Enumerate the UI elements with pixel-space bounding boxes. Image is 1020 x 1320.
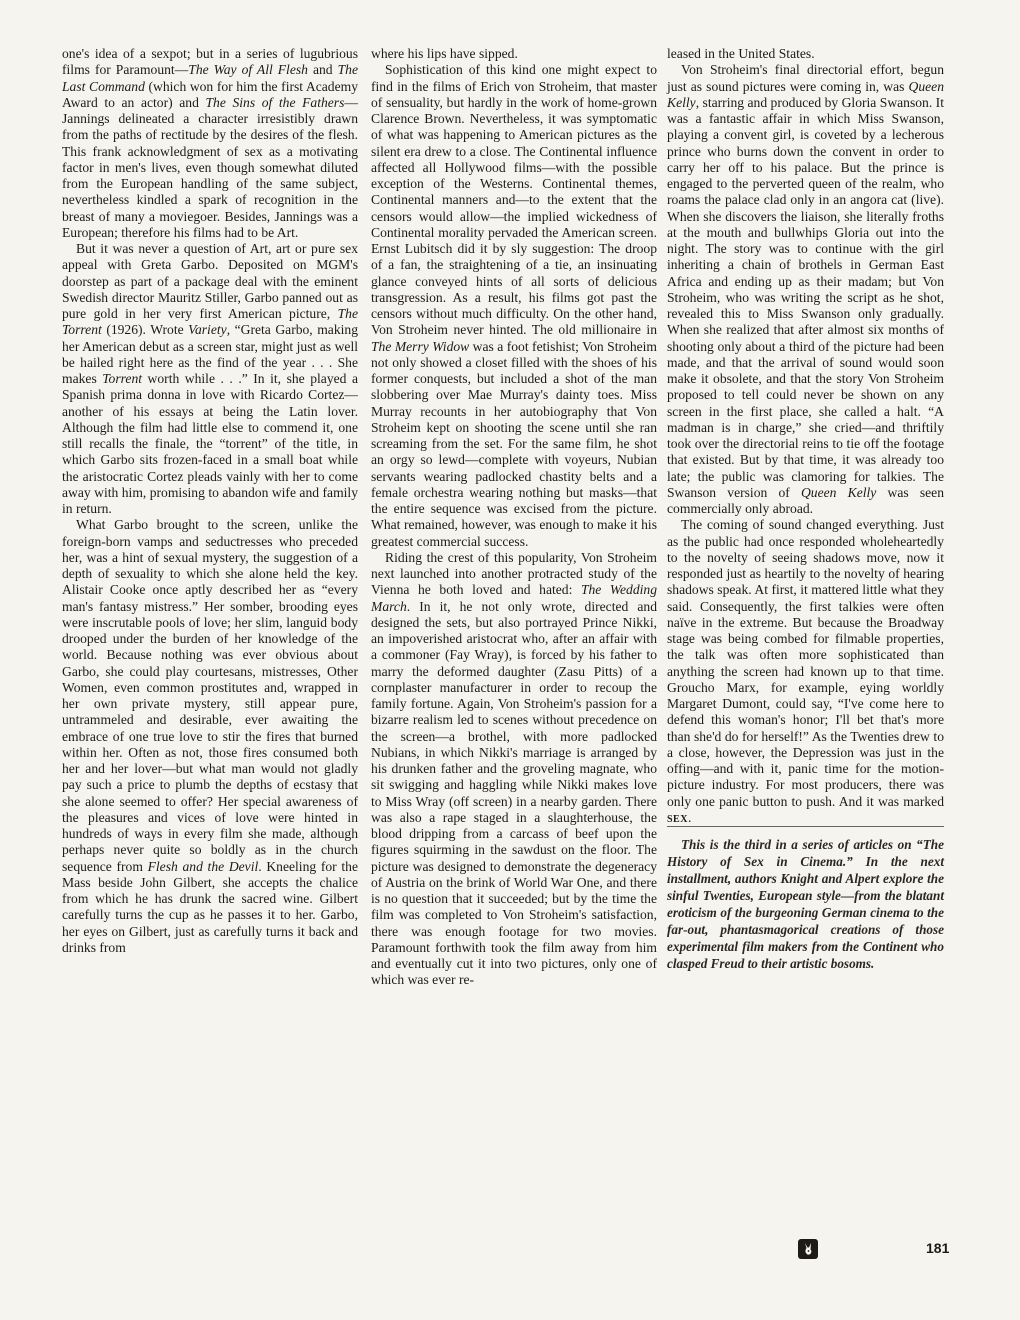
text-run: Sophistication of this kind one might expect to find in the films of Erich von Stroheim, that master of sensuality, but hardly in the work of home-grown Clarence Brown. Nevertheless, it was symptomatic of what was happening to American pictures as the silent era drew to a close. The Continental influence affected all Hollywood films—with the possible exception of the Westerns. Continental themes, Continental manners and—to the extent that the censors would allow—the implied wickedness of Continental morality pervaded the American screen. Ernst Lubitsch did it by sly suggestion: The droop of a fan, the straightening of a tie, an insinuating glance conveyed hints of all sorts of delicious transgression. As a result, his films got past the censors without much difficulty. On the other hand, Von Stroheim never hinted. The old millionaire in — [371, 62, 657, 338]
text-run: was seen commercially only abroad. — [667, 484, 944, 516]
film-title: The Sins of the Fathers — [205, 94, 345, 110]
film-title: Flesh and the Devil — [147, 858, 259, 874]
text-run: —Jannings delineated a character irresistibly drawn from the paths of rectitude by the desires of the flesh. This frank acknowledgment of sex as a motivating factor in men's lives, even though somewhat diluted from the European handling of the same subject, nevertheless kindled a spark of recognition in the breast of many a moviegoer. Besides, Jannings was a European; therefore his films had to be Art. — [62, 94, 358, 240]
film-title: The Wedding March — [371, 582, 657, 614]
paragraph: where his lips have sipped. — [371, 46, 518, 61]
paragraph — [371, 62, 657, 550]
column-3 — [667, 46, 944, 972]
column-2 — [371, 46, 657, 989]
film-title: The Last Command — [62, 62, 358, 94]
text-run: and — [307, 62, 338, 78]
text-run: . Kneeling for the Mass beside John Gilbert, she accepts the chalice from which he has drunk the sacred wine. Gilbert carefully turns the cup as he passes it to her. Garbo, her eyes on Gilbert, just as carefully turns it back and drinks from — [62, 858, 358, 955]
text-run: The coming of sound changed everything. Just as the public had once responded wholeheartedly to the novelty of seeing shadows move, now it responded just as heartily to the novelty of hearing shadows speak. At first, it mattered little what they said. Consequently, the first talkies were often naïve in the extreme. But because the Broadway stage was being combed for filmable properties, the talk was often more sophisticated than anything the screen had known up to that time. Groucho Marx, for example, eying worldly Margaret Dumont, could say, “I've come here to defend this woman's honor; I'll bet that's more than she'd do for herself!” As the Twenties drew to a close, however, the Depression was just in the offing—and with it, panic time for the motion-picture industry. For most producers, there was only one panic button to push. And it was marked — [667, 517, 944, 809]
paragraph — [371, 550, 657, 989]
paragraph — [62, 241, 358, 517]
text-run: . — [687, 809, 692, 825]
text-run: one's idea of a sexpot; but in a series of lugubrious films for Paramount— — [62, 46, 358, 78]
paragraph: leased in the United States. — [667, 46, 815, 61]
text-run: Riding the crest of this popularity, Von Stroheim next launched into another protracted study of the Vienna he both loved and hated: — [371, 549, 657, 598]
paragraph — [667, 517, 944, 826]
rabbit-head-logo-icon — [798, 1239, 818, 1259]
text-run: (1926). Wrote — [101, 322, 189, 338]
small-caps-word: sex — [667, 809, 688, 825]
text-run: . In it, he not only wrote, directed and designed the sets, but also portrayed Prince Nikki, an impoverished aristocrat who, after an affair with a commoner (Fay Wray), is forced by his father to marry the deformed daughter (Zasu Pitts) of a cornplaster manufacturer in order to recoup the family fortune. Again, Von Stroheim's passion for a bizarre realism led to scenes without precedence on the screen—a brothel, with more padlocked Nubians, in which Nikki's marriage is arranged by his drunken father and the groveling magnate, who sit swigging and haggling while Nikki makes love to Miss Wray (off screen) in a nearby garden. There was also a rape staged in a slaughterhouse, the blood dripping from a carcass of beef upon the figures squirming in the sawdust on the floor. The picture was designed to demonstrate the degeneracy of Austria on the brink of World War One, and there is no question that it succeeded; but by the time the film was completed to Von Stroheim's satisfaction, there was enough footage for two movies. Paramount forthwith took the film away from him and eventually cut it into two pictures, only one of which was ever re- — [371, 598, 657, 988]
paragraph — [667, 62, 944, 517]
film-title: Queen Kelly — [667, 78, 944, 110]
text-run: worth while . . .” In it, she played a Spanish prima donna in love with Ricardo Cortez—another of his essays at being the Latin lover. Although the film had little else to commend it, one still recalls the finale, the “torrent” of the title, in which Garbo sits frozen-faced in a small boat while the aristocratic Cortez pleads vainly with her to come away with him, promising to abandon wife and family in return. — [62, 371, 358, 516]
film-title: The Merry Widow — [371, 338, 470, 354]
text-run: What Garbo brought to the screen, unlike the foreign-born vamps and seductresses who preceded her, was a hint of sexual mystery, the suggestion of a depth of sexuality to which she alone held the key. Alistair Cooke once aptly described her as “every man's fantasy mistress.” Her somber, brooding eyes were inscrutable pools of love; her slim, languid body drooped under the burden of her knowledge of the world. Because nothing was ever obvious about Garbo, she could play courtesans, mistresses, Other Women, even common prostitutes and, wrapped in her own private mystery, still appear pure, untrammeled and desirable, ever awaiting the embrace of one true love to stir the fires that burned within her. Often as not, those fires consumed both her and her lover—but what man would not gladly pay such a price to plumb the depths of ecstasy that she alone seemed to offer? Her special awareness of the pleasures and vices of love were hinted in hundreds of ways in every film she made, although perhaps never quite so boldly as in the church sequence from — [62, 517, 358, 874]
film-title: The Way of All Flesh — [188, 62, 308, 78]
page-number: 181 — [926, 1240, 950, 1256]
paragraph — [62, 517, 358, 956]
series-note: This is the third in a series of articles on “The History of Sex in Cinema.” In the next installment, authors Knight and Alpert explore the sinful Twenties, European style—from the blatant eroticism of the burgeoning German cinema to the far-out, phantasmagorical creations of those experimental film makers from the Continent who clasped Freud to their artistic bosoms. — [667, 826, 944, 972]
paragraph — [62, 46, 358, 241]
publication-title: Variety — [188, 322, 227, 338]
text-run: (which won for him the first Academy Award to an actor) and — [62, 78, 358, 110]
text-run: , “Greta Garbo, making her American debut as a screen star, might just as well be hailed right here as the find of the year . . . She makes — [62, 322, 358, 386]
rabbit-head-icon — [801, 1242, 815, 1256]
text-run: , starring and produced by Gloria Swanson. It was a fantastic affair in which Miss Swanson, playing a convent girl, is coveted by a lecherous prince who burns down the convent in order to carry her off to his palace. But the prince is engaged to the perverted queen of the realm, who roams the palace clad only in an angora cat (live). When she discovers the liaison, she literally froths at the mouth and bullwhips Gloria out into the night. The story was to continue with the girl inheriting a chain of brothels in German East Africa and ending up as their madam; but Von Stroheim, who was writing the script as he shot, revealed this to Miss Swanson only gradually. When she realized that after almost six months of shooting only about a third of the picture had been made, and that the arrival of sound would soon make it obsolete, and that the story Von Stroheim proposed to tell could never be shown on any screen in the first place, she called a halt. “A madman is in charge,” she cried—and thriftily took over the directorial reins to tie off the footage that existed. But by that time, it was already too late; the public was clamoring for talkies. The Swanson version of — [667, 94, 944, 500]
text-run: was a foot fetishist; Von Stroheim not only showed a closet filled with the shoes of his former conquests, but included a shot of the man slobbering over Mae Murray's dainty toes. Miss Murray recounts in her autobiography that Von Stroheim kept on shooting the scene until she ran screaming from the set. For the same film, he shot an orgy so lewd—complete with voyeurs, Nubian servants wearing padlocked chastity belts and a female orchestra wearing nothing but masks—that the entire sequence was excised from the picture. What remained, however, was enough to make it his greatest commercial success. — [371, 338, 657, 549]
film-title: Queen Kelly — [800, 484, 877, 500]
film-title: The Torrent — [62, 306, 358, 338]
column-1 — [62, 46, 358, 956]
film-title: Torrent — [102, 371, 143, 386]
text-run: But it was never a question of Art, art or pure sex appeal with Greta Garbo. Deposited on MGM's doorstep as part of a package deal with the eminent Swedish director Mauritz Stiller, Garbo panned out as pure gold in her very first American picture, — [62, 241, 358, 321]
text-run: Von Stroheim's final directorial effort, begun just as sound pictures were coming in, was — [667, 62, 944, 94]
